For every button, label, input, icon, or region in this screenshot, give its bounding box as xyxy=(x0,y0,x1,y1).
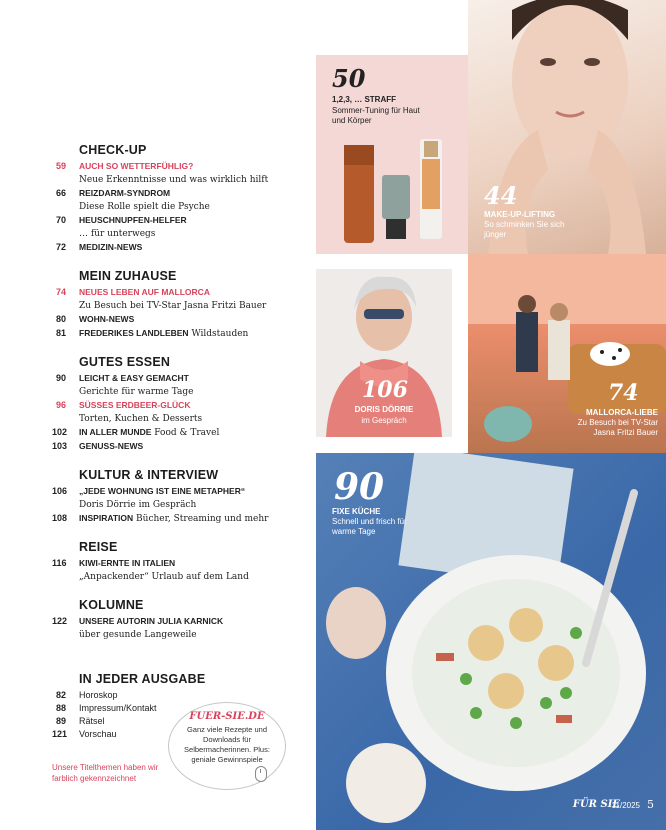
toc-entry[interactable] xyxy=(52,557,302,571)
entry-headline: FREDERIKES LANDLEBEN xyxy=(79,328,189,338)
table-of-contents xyxy=(52,143,302,755)
teaser-mallorca[interactable] xyxy=(468,254,666,453)
teaser-doris-number: 106 xyxy=(362,377,408,403)
section-title: CHECK-UP xyxy=(79,143,147,157)
teaser-mallorca-headline: MALLORCA-LIEBE xyxy=(586,408,658,417)
page-number: 70 xyxy=(55,215,66,225)
entry-headline: LEICHT & EASY GEMACHT xyxy=(79,373,189,383)
entry-headline: NEUES LEBEN AUF MALLORCA xyxy=(79,287,210,297)
entry-headline: MEDIZIN-NEWS xyxy=(79,242,143,252)
toc-entry[interactable] xyxy=(52,327,302,341)
teaser-face[interactable] xyxy=(468,0,666,254)
entry-inline-text: Wildstauden xyxy=(191,329,249,339)
entry-headline: HEUSCHNUPFEN-HELFER xyxy=(79,215,187,225)
teaser-products-sub: Sommer-Tuning für Haut und Körper xyxy=(332,106,420,125)
toc-section xyxy=(52,143,302,255)
website-bubble[interactable] xyxy=(168,702,286,790)
teaser-food-sub: Schnell und frisch für warme Tage xyxy=(332,517,407,536)
teaser-food[interactable] xyxy=(316,453,666,830)
entry-headline: KIWI-ERNTE IN ITALIEN xyxy=(79,558,176,568)
entry-subtitle: Doris Dörrie im Gespräch xyxy=(79,500,197,510)
entry-headline: AUCH SO WETTERFÜHLIG? xyxy=(79,161,194,171)
entry-headline: INSPIRATION xyxy=(79,513,134,523)
teaser-face-sub: So schminken Sie sich jünger xyxy=(484,220,565,239)
teaser-products-headline: 1,2,3, … STRAFF xyxy=(332,95,397,104)
toc-section xyxy=(52,468,302,526)
toc-entry[interactable] xyxy=(52,313,302,327)
toc-entry[interactable] xyxy=(52,286,302,300)
toc-entry[interactable] xyxy=(52,241,302,255)
toc-entry[interactable] xyxy=(52,160,302,174)
entry-inline-text: Food & Travel xyxy=(154,428,220,438)
toc-entry[interactable] xyxy=(52,426,302,440)
toc-entry[interactable] xyxy=(52,372,302,386)
toc-entry[interactable] xyxy=(52,399,302,413)
entry-subtitle: … für unterwegs xyxy=(79,229,156,239)
teaser-face-number: 44 xyxy=(484,181,518,210)
entry-headline: WOHN-NEWS xyxy=(79,314,135,324)
page-number: 106 xyxy=(52,486,68,496)
page-number: 122 xyxy=(52,616,68,626)
entry-headline: GENUSS-NEWS xyxy=(79,441,144,451)
footer-issue: 11/2025 xyxy=(611,801,640,810)
section-title: GUTES ESSEN xyxy=(79,355,171,369)
toc-section xyxy=(52,598,302,642)
entry-subtitle: Zu Besuch bei TV-Star Jasna Fritzi Bauer xyxy=(79,301,267,311)
entry-headline: REIZDARM-SYNDROM xyxy=(79,188,171,198)
footer-brand: FÜR SIE xyxy=(572,799,620,810)
highlight-note: Unsere Titelthemen haben wir farblich gekennzeichnet xyxy=(52,763,159,783)
teaser-doris-sub: im Gespräch xyxy=(361,416,407,425)
toc-entry[interactable] xyxy=(52,214,302,228)
entry-subtitle: Gerichte für warme Tage xyxy=(79,387,194,397)
website-description: Ganz viele Rezepte und Downloads für Selbermacherinnen. Plus: geniale Gewinnspiele xyxy=(184,725,270,764)
page-number: 103 xyxy=(52,441,68,451)
page-number: 82 xyxy=(55,690,66,700)
toc-section xyxy=(52,269,302,341)
entry-label: Impressum/Kontakt xyxy=(79,703,157,713)
toc-entry[interactable] xyxy=(52,485,302,499)
teaser-food-headline: FIXE KÜCHE xyxy=(332,507,381,516)
teaser-products-number: 50 xyxy=(332,64,366,93)
entry-label: Vorschau xyxy=(79,729,117,739)
entry-label: Horoskop xyxy=(79,690,118,700)
entry-subtitle: Torten, Kuchen & Desserts xyxy=(79,414,203,424)
teaser-mallorca-number: 74 xyxy=(608,380,639,406)
section-title: IN JEDER AUSGABE xyxy=(79,672,206,686)
page-number: 66 xyxy=(55,188,66,198)
teaser-food-number: 90 xyxy=(334,466,385,508)
page-number: 90 xyxy=(55,373,66,383)
entry-headline: SÜSSES ERDBEER-GLÜCK xyxy=(79,400,191,410)
entry-headline: „JEDE WOHNUNG IST EINE METAPHER“ xyxy=(79,486,246,496)
page-number: 59 xyxy=(55,161,66,171)
page-number: 88 xyxy=(55,703,66,713)
entry-headline: IN ALLER MUNDE xyxy=(79,427,152,437)
toc-section xyxy=(52,355,302,454)
page-number: 81 xyxy=(55,328,66,338)
toc-entry[interactable] xyxy=(52,512,302,526)
teaser-products[interactable] xyxy=(316,55,468,254)
page-number: 80 xyxy=(55,314,66,324)
page-number: 72 xyxy=(55,242,66,252)
entry-headline: UNSERE AUTORIN JULIA KARNICK xyxy=(79,616,224,626)
page-number: 108 xyxy=(52,513,68,523)
entry-subtitle: Diese Rolle spielt die Psyche xyxy=(79,202,210,212)
section-title: KOLUMNE xyxy=(79,598,144,612)
toc-entry[interactable] xyxy=(52,187,302,201)
page-number: 121 xyxy=(52,729,68,739)
entry-inline-text: Bücher, Streaming und mehr xyxy=(136,514,269,524)
section-title: MEIN ZUHAUSE xyxy=(79,269,177,283)
products-image xyxy=(316,135,468,254)
entry-subtitle: über gesunde Langeweile xyxy=(79,630,197,640)
page-number: 89 xyxy=(55,716,66,726)
toc-section xyxy=(52,540,302,584)
footer-page-number: 5 xyxy=(647,798,654,811)
toc-entry[interactable] xyxy=(52,615,302,629)
mouse-icon xyxy=(255,766,267,782)
toc-entry[interactable] xyxy=(52,440,302,454)
section-title: REISE xyxy=(79,540,118,554)
entry-subtitle: „Anpackender“ Urlaub auf dem Land xyxy=(79,572,249,582)
entry-subtitle: Neue Erkenntnisse und was wirklich hilft xyxy=(79,175,269,185)
website-title[interactable]: FUER-SIE.DE xyxy=(189,711,265,722)
page-number: 116 xyxy=(52,558,67,568)
teaser-doris-headline: DORIS DÖRRIE xyxy=(354,405,414,414)
page-number: 96 xyxy=(55,400,66,410)
section-title: KULTUR & INTERVIEW xyxy=(79,468,219,482)
entry-label: Rätsel xyxy=(79,716,105,726)
teaser-doris[interactable] xyxy=(316,269,452,437)
page-number: 74 xyxy=(55,287,66,297)
teaser-mallorca-sub: Zu Besuch bei TV-Star Jasna Fritzi Bauer xyxy=(577,418,658,437)
page-number: 102 xyxy=(52,427,68,437)
teaser-face-headline: MAKE-UP-LIFTING xyxy=(484,210,556,219)
toc-entry[interactable] xyxy=(52,689,302,702)
